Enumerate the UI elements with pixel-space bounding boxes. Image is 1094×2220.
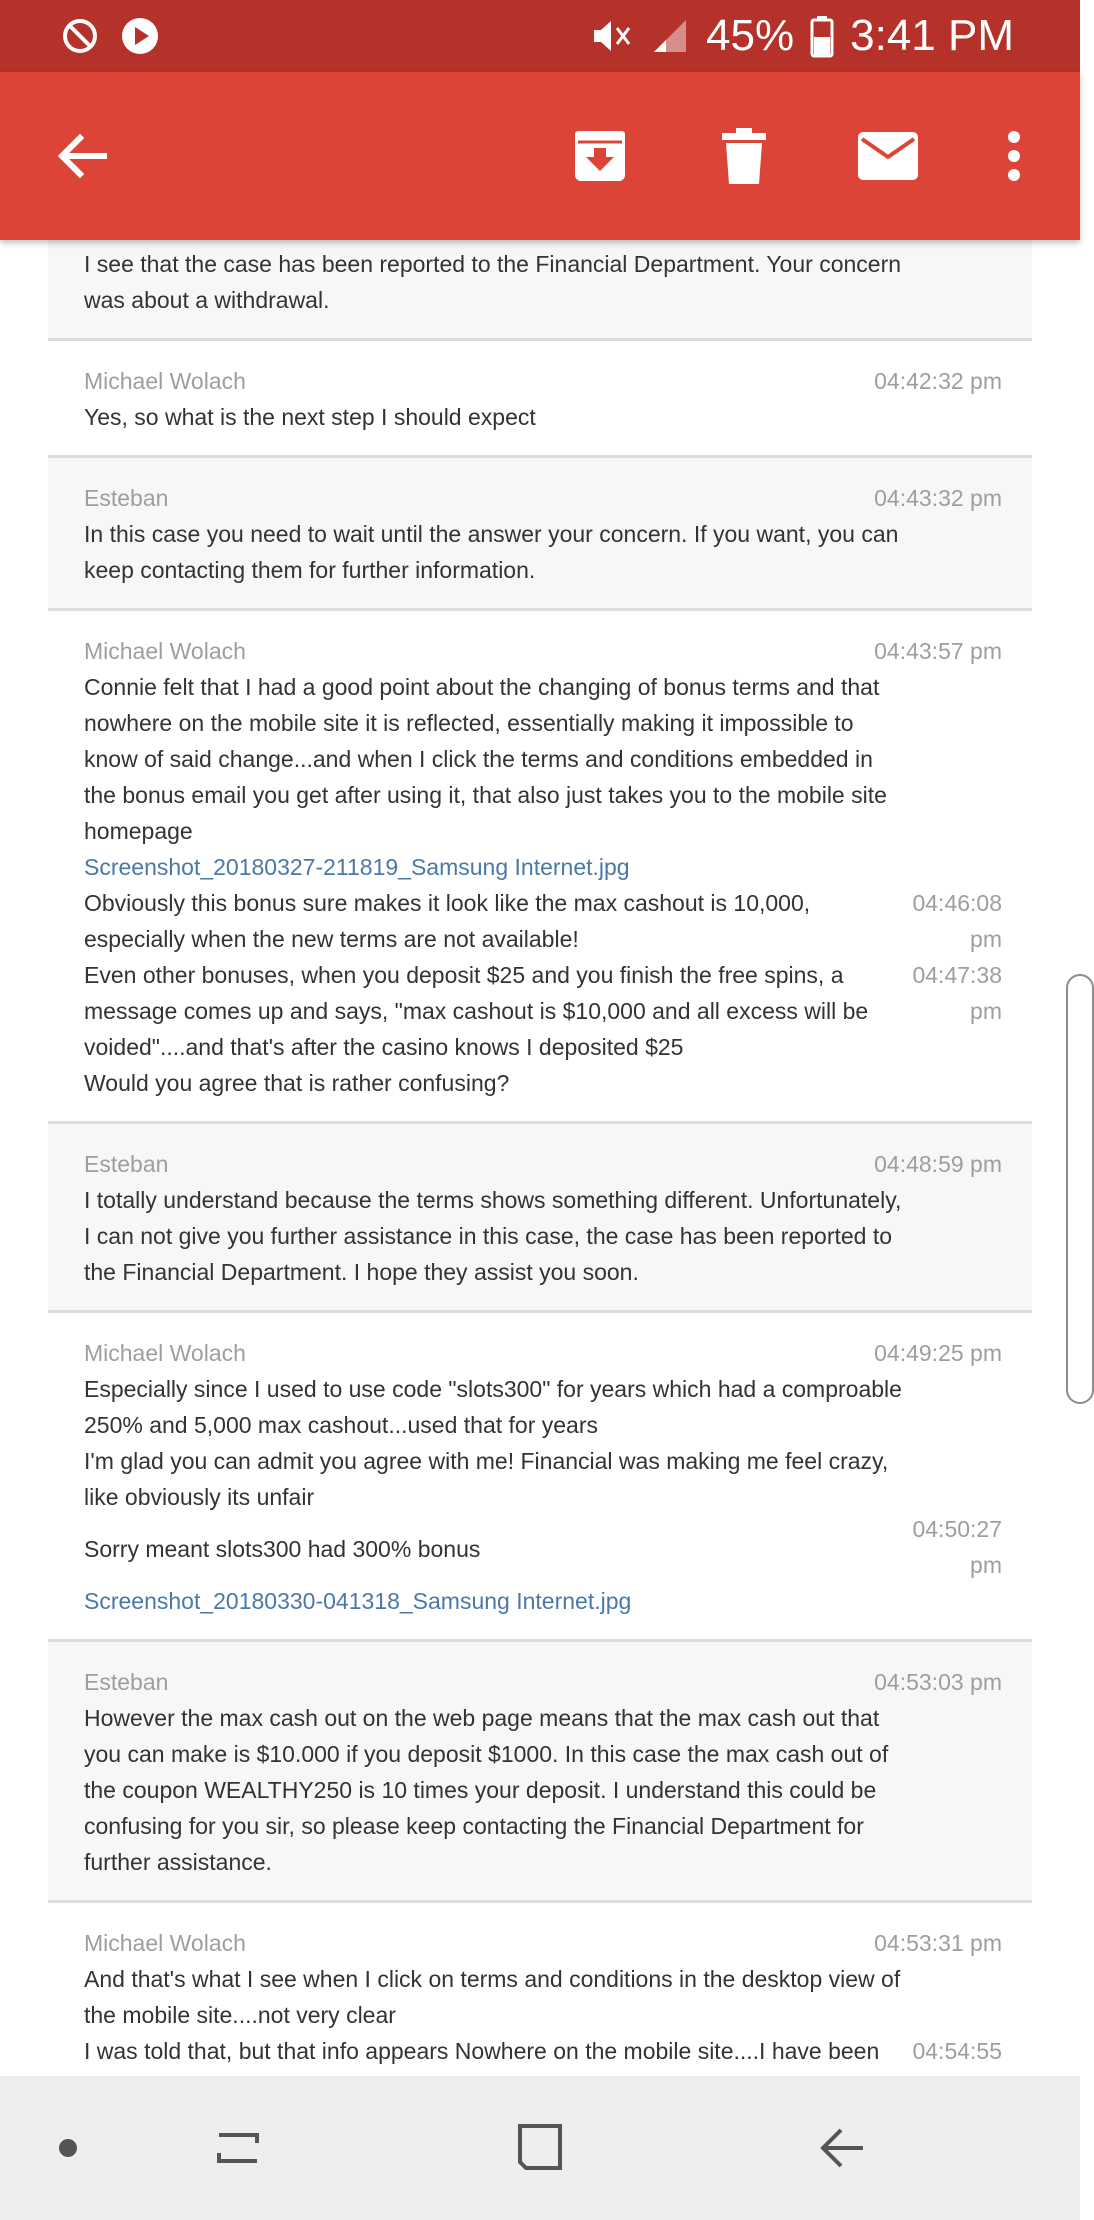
mail-icon: [857, 131, 919, 181]
home-icon: [514, 2122, 566, 2174]
back-icon: [815, 2121, 869, 2175]
delete-icon: [720, 128, 768, 184]
sender-name: Esteban: [84, 485, 169, 511]
status-bar: [0, 0, 1080, 72]
message-text: I was told that, but that info appears Nowhere on the mobile site....I have been: [84, 2038, 880, 2064]
navigation-bar: [0, 2076, 1080, 2220]
back-button[interactable]: [32, 106, 132, 206]
message-time: 04:53:03 pm: [874, 1669, 1002, 1695]
more-vert-icon: [1006, 130, 1022, 182]
message-text: I'm glad you can admit you agree with me! Financial was making me feel crazy, like obviously its unfair: [84, 1448, 889, 1510]
message-time: 04:48:59 pm: [874, 1151, 1002, 1177]
message-time: 04:43:32 pm: [874, 485, 1002, 511]
system-back-button[interactable]: [802, 2108, 882, 2188]
message-time: 04:53:31 pm: [874, 1930, 1002, 1956]
sender-name: Michael Wolach: [84, 638, 246, 664]
back-arrow-icon: [56, 130, 108, 182]
clock: 3:41 PM: [850, 11, 1014, 60]
message-time: 04:43:57 pm: [874, 638, 1002, 664]
message-text: Obviously this bonus sure makes it look like the max cashout is 10,000, especially when the new terms are not available!: [84, 890, 811, 952]
delete-button[interactable]: [694, 106, 794, 206]
sender-name: Esteban: [84, 1151, 169, 1177]
mute-icon: [590, 16, 634, 56]
message-text: Yes, so what is the next step I should expect: [84, 404, 536, 430]
chat-transcript: [48, 240, 1032, 2128]
message-time: 04:50:27 pm: [912, 1516, 1002, 1578]
message-item: [48, 611, 1032, 1124]
message-item: [48, 240, 1032, 341]
message-text: I totally understand because the terms shows something different. Unfortunately, I can not give you further assistance in this case, the case has been reported to the Financial Department. I hope they assist you soon.: [84, 1187, 902, 1285]
play-icon: [120, 16, 160, 56]
message-text: In this case you need to wait until the answer your concern. If you want, you can keep contacting them for further information.: [84, 521, 899, 583]
sender-name: Michael Wolach: [84, 1930, 246, 1956]
archive-icon: [572, 128, 628, 184]
mark-unread-button[interactable]: [838, 106, 938, 206]
recents-icon: [211, 2121, 265, 2175]
message-item: [48, 1124, 1032, 1313]
message-item: [48, 341, 1032, 458]
message-text: Would you agree that is rather confusing?: [84, 1070, 510, 1096]
edge-panel-handle[interactable]: [1066, 974, 1094, 1404]
signal-icon: [650, 16, 690, 56]
conversation-view[interactable]: [0, 240, 1080, 2076]
message-time: 04:42:32 pm: [874, 368, 1002, 394]
home-button[interactable]: [500, 2108, 580, 2188]
message-time: 04:54:55: [912, 2038, 1002, 2064]
message-time: 04:49:25 pm: [874, 1340, 1002, 1366]
message-item: [48, 1313, 1032, 1642]
nav-dot-button[interactable]: [28, 2108, 108, 2188]
message-text: However the max cash out on the web page means that the max cash out that you can make is $10.000 if you deposit $1000. In this case the max cash out of the coupon WEALTHY250 is 10 times your deposit. I understand this could be confusing for you sir, so please keep contacting the Financial Department for further assistance.: [84, 1705, 889, 1875]
attachment-link[interactable]: Screenshot_20180327-211819_Samsung Internet.jpg: [84, 854, 630, 880]
message-text: And that's what I see when I click on terms and conditions in the desktop view of the mobile site....not very clear: [84, 1966, 901, 2028]
battery-percent: 45%: [706, 11, 795, 60]
app-bar: [0, 72, 1080, 240]
archive-button[interactable]: [550, 106, 650, 206]
sender-name: Michael Wolach: [84, 1340, 246, 1366]
no-disturb-icon: [60, 16, 100, 56]
message-item: [48, 458, 1032, 611]
recents-button[interactable]: [198, 2108, 278, 2188]
battery-icon: [810, 15, 834, 57]
message-text: Sorry meant slots300 had 300% bonus: [84, 1536, 481, 1562]
message-time: 04:47:38 pm: [912, 962, 1002, 1024]
message-text: Connie felt that I had a good point about the changing of bonus terms and that nowhere on the mobile site it is reflected, essentially making it impossible to know of said change...and when I click the terms and conditions embedded in the bonus email you get after using it, that also just takes you to the mobile site homepage: [84, 674, 887, 844]
attachment-link[interactable]: Screenshot_20180330-041318_Samsung Internet.jpg: [84, 1588, 632, 1614]
message-text: Especially since I used to use code "slots300" for years which had a comproable 250% and 5,000 max cashout...used that for years: [84, 1376, 902, 1438]
message-text: I see that the case has been reported to the Financial Department. Your concern was about a withdrawal.: [84, 251, 902, 313]
sender-name: Esteban: [84, 1669, 169, 1695]
message-text: Even other bonuses, when you deposit $25 and you finish the free spins, a message comes up and says, "max cashout is $10,000 and all excess will be voided"....and that's after the casino knows I deposited $25: [84, 962, 869, 1060]
sender-name: Michael Wolach: [84, 368, 246, 394]
message-item: [48, 1642, 1032, 1903]
more-options-button[interactable]: [964, 106, 1064, 206]
dot-icon: [58, 2138, 78, 2158]
message-time: 04:46:08 pm: [912, 890, 1002, 952]
